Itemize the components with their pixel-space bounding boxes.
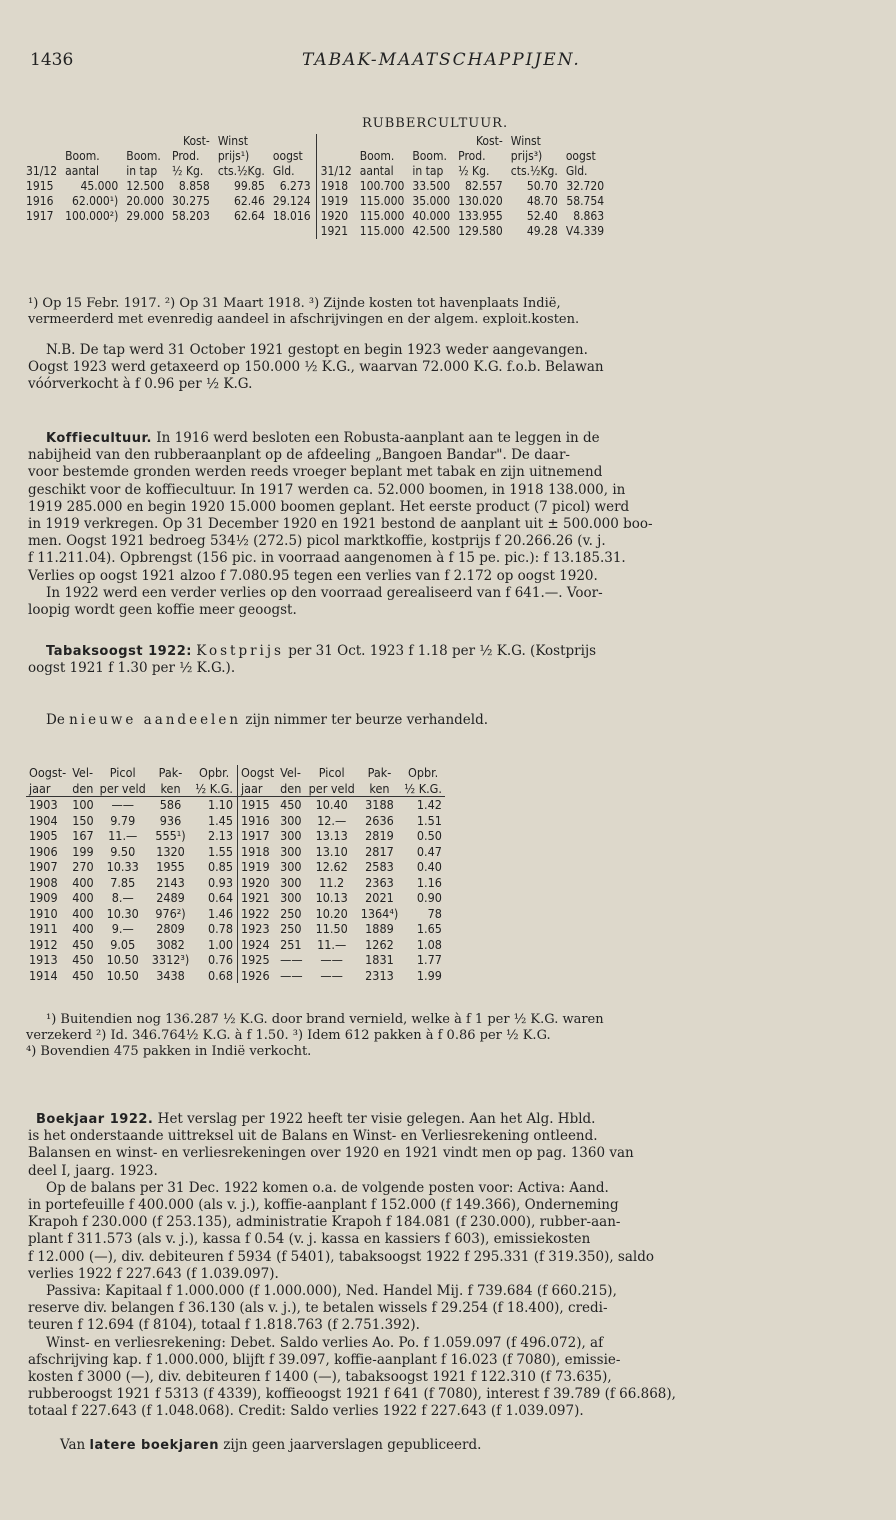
oogst-row: 1910 400 10.30 976²) 1.46 1922 250 10.20 1364⁴) 78 [29,905,442,921]
tabaksoogst-paragraph: Tabaksoogst 1922: Kostprijs per 31 Oct. 1923 f 1.18 per ½ K.G. (Kostprijs oogst 1921 f 1.30 per ½ K.G.). [28,643,597,677]
rubber-header-row: Boom. Boom. Prod. prijs¹) oogst Boom. Boom. Prod. prijs³) oogst [65,149,596,163]
rubber-footnotes: ¹) Op 15 Febr. 1917. ²) Op 31 Maart 1918. ³) Zijnde kosten tot havenplaats Indië, vermeerderd met evenredig aandeel in afschrijvingen en der algem. exploit.kosten. [28,296,580,327]
nb-paragraph: N.B. De tap werd 31 October 1921 gestopt en begin 1923 weder aangevangen. Oogst 1923 werd getaxeerd op 150.000 ½ K.G., waarvan 72.000 K.G. f.o.b. Belawan vóórverkocht à f 0.96 per ½ K.G. [28,342,604,393]
rubber-row: 1915 45.000 12.500 8.858 99.85 6.273 1918 100.700 33.500 82.557 50.70 32.720 [26,179,605,193]
oogst-row: 1913 450 10.50 3312³) 0.76 1925 —— —— 1831 1.77 [29,952,442,967]
rubber-header-row: 31/12 aantal in tap ½ Kg. cts.½Kg. Gld. 31/12 aantal in tap ½ Kg. cts.½Kg. Gld. [26,164,588,178]
oogst-header-row: Oogst- Vel- Picol Pak- Opbr. Oogst Vel- Picol Pak- Opbr. [29,765,439,780]
tabaksoogst-label: Tabaksoogst 1922: [46,644,192,659]
oogst-row: 1906 199 9.50 1320 1.55 1918 300 13.10 2817 0.47 [29,843,442,859]
oogst-row: 1903 100 —— 586 1.10 1915 450 10.40 3188 1.42 [29,797,442,812]
page-header [30,50,866,80]
rubber-header-row: Kost- Winst Kost- Winst [182,134,541,148]
boekjaar-label: Boekjaar 1922. [36,1112,154,1127]
later-label: latere boekjaren [89,1438,219,1453]
rubber-row: 1916 62.000¹) 20.000 30.275 62.46 29.124 1919 115.000 35.000 130.020 48.70 58.754 [26,194,605,208]
koffie-paragraph: Koffiecultuur. In 1916 werd besloten een Robusta-aanplant aan te leggen in de nabijheid van den rubberaanplant op de afdeeling „Bangoen Bandar". De daar- voor bestemde gronden werden reeds vroeger beplant met tabak en zijn uitnemend geschikt voor de koffiecultuur. In 1917 werden ca. 52.000 boomen, in 1918 138.000, in 1919 285.000 en begin 1920 15.000 boomen geplant. Het eerste product (7 picol) werd in 1919 verkregen. Op 31 December 1920 en 1921 bestond de aanplant uit ± 500.000 boo- men. Oogst 1921 bedroeg 534½ (272.5) picol marktkoffie, kostprijs f 20.266.26 (v. j. f 11.211.04). Opbrengst (156 pic. in voorraad aangenomen à f 15 pe. pic.): f 13.185.31. Verlies op oogst 1921 alzoo f 7.080.95 tegen een verlies van f 2.172 op oogst 1920. In 1922 werd een verder verlies op den voorraad gerealiseerd van f 641.—. Voor- loopig wordt geen koffie meer geoogst. [28,430,653,619]
oogst-row: 1912 450 9.05 3082 1.00 1924 251 11.— 1262 1.08 [29,936,442,952]
aandeelen-line: De nieuwe aandeelen zijn nimmer ter beurze verhandeld. [46,712,489,728]
oogst-row: 1911 400 9.— 2809 0.78 1923 250 11.50 1889 1.65 [29,921,442,936]
boekjaar-paragraph: Boekjaar 1922. Het verslag per 1922 heeft ter visie gelegen. Aan het Alg. Hbld. is het onderstaande uittreksel uit de Balans en Winst- en Verliesrekening ontleend. Balansen en winst- en verliesrekeningen over 1920 en 1921 vindt men op pag. 1360 van deel I, jaarg. 1923. Op de balans per 31 Dec. 1922 komen o.a. de volgende posten voor: Activa: Aand. in portefeuille f 400.000 (als v. j.), koffie-aanplant f 152.000 (f 149.366), Onderneming Krapoh f 230.000 (f 253.135), administratie Krapoh f 184.081 (f 230.000), rubber-aan- plant f 311.573 (als v. j.), kassa f 0.54 (v. j. kassa en kassiers f 603), emissiekosten f 12.000 (—), div. debiteuren f 5934 (f 5401), tabaksoogst 1922 f 295.331 (f 319.350), saldo verlies 1922 f 227.643 (f 1.039.097). Passiva: Kapitaal f 1.000.000 (f 1.000.000), Ned. Handel Mij. f 739.684 (f 660.215), reserve div. belangen f 36.130 (als v. j.), te betalen wissels f 29.254 (f 18.400), credi- teuren f 12.694 (f 8104), totaal f 1.818.763 (f 2.751.392). Winst- en verliesrekening: Debet. Saldo verlies Ao. Po. f 1.059.097 (f 496.072), af afschrijving kap. f 1.000.000, blijft f 39.097, koffie-aanplant f 16.023 (f 7080), emissie- kosten f 3000 (—), div. debiteuren f 1400 (—), tabaksoogst 1921 f 122.310 (f 73.635), rubberoogst 1921 f 5313 (f 4339), koffieoogst 1921 f 641 (f 7080), interest f 39.789 (f 66.868), totaal f 227.643 (f 1.048.068). Credit: Saldo verlies 1922 f 227.643 (f 1.039.097). [28,1111,676,1420]
oogst-table [26,765,445,983]
oogst-row: 1907 270 10.33 1955 0.85 1919 300 12.62 2583 0.40 [29,859,442,874]
rubber-section-title: RUBBERCULTUUR. [362,116,509,131]
oogst-row: 1904 150 9.79 936 1.45 1916 300 12.— 2636 1.51 [29,812,442,828]
oogst-row: 1908 400 7.85 2143 0.93 1920 300 11.2 2363 1.16 [29,874,442,890]
oogst-row: 1909 400 8.— 2489 0.64 1921 300 10.13 2021 0.90 [29,890,442,905]
rubber-row: 1917 100.000²) 29.000 58.203 62.64 18.016 1920 115.000 40.000 133.955 52.40 8.863 [26,209,605,223]
page-number: 1436 [30,50,74,70]
later-line: Van latere boekjaren zijn geen jaarverslagen gepubliceerd. [60,1437,482,1453]
oogst-row: 1914 450 10.50 3438 0.68 1926 —— —— 2313 1.99 [29,967,442,983]
oogst-row: 1905 167 11.— 555¹) 2.13 1917 300 13.13 2819 0.50 [29,828,442,843]
oogst-header-row: jaar den per veld ken ½ K.G. jaar den per veld ken ½ K.G. [26,781,445,797]
oogst-footnotes: ¹) Buitendien nog 136.287 ½ K.G. door brand vernield, welke à f 1 per ½ K.G. waren verzekerd ²) Id. 346.764½ K.G. à f 1.50. ³) Idem 612 pakken à f 0.86 per ½ K.G. ⁴) Bovendien 475 pakken in Indië verkocht. [26,1012,604,1059]
rubber-table [22,134,608,239]
rubber-row: 1921 115.000 42.500 129.580 49.28 V4.339 [22,224,608,239]
koffie-label: Koffiecultuur. [46,431,152,446]
running-title: TABAK-MAATSCHAPPIJEN. [302,50,581,70]
